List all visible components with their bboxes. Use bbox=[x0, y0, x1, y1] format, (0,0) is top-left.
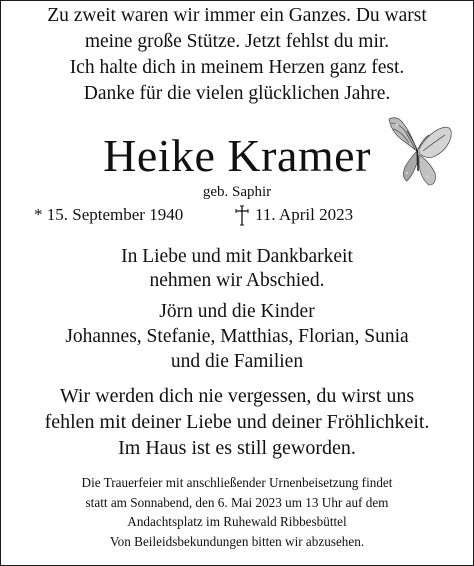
service-line: Andachtsplatz im Ruhewald Ribbesbüttel bbox=[127, 514, 347, 529]
intro-line: Danke für die vielen glücklichen Jahre. bbox=[83, 83, 391, 104]
farewell-line: nehmen wir Abschied. bbox=[149, 270, 325, 291]
death-date: 11. April 2023 bbox=[255, 205, 354, 224]
service-line: Von Beileidsbekundungen bitten wir abzusehen. bbox=[109, 533, 365, 549]
mourners-line: Johannes, Stefanie, Matthias, Florian, Sunia bbox=[65, 326, 409, 347]
closing-line: fehlen mit deiner Liebe und deiner Fröhlichkeit. bbox=[44, 411, 430, 433]
mourners-line: und die Familien bbox=[170, 351, 304, 372]
intro-line: Zu zweit waren wir immer ein Ganzes. Du warst bbox=[47, 5, 427, 26]
farewell-line: In Liebe und mit Dankbarkeit bbox=[121, 246, 353, 267]
service-line: Die Trauerfeier mit anschließender Urnenbeisetzung findet bbox=[81, 475, 393, 490]
farewell-text bbox=[1, 245, 473, 293]
mourners-line: Jörn und die Kinder bbox=[159, 301, 315, 322]
mourners-list bbox=[1, 299, 473, 374]
intro-verse bbox=[1, 3, 473, 107]
service-line: statt am Sonnabend, den 6. Mai 2023 um 13 Uhr auf dem bbox=[85, 494, 389, 510]
maiden-name: geb. Saphir bbox=[202, 184, 272, 200]
intro-line: Ich halte dich in meinem Herzen ganz fest. bbox=[69, 57, 405, 78]
service-info bbox=[1, 473, 473, 551]
deceased-name: Heike Kramer bbox=[103, 130, 371, 181]
closing-line: Im Haus ist es still geworden. bbox=[118, 437, 356, 459]
intro-line: meine große Stütze. Jetzt fehlst du mir. bbox=[84, 31, 390, 52]
closing-line: Wir werden dich nie vergessen, du wirst uns bbox=[59, 385, 415, 407]
cross-icon bbox=[234, 205, 250, 226]
birth-date: * 15. September 1940 bbox=[34, 205, 184, 224]
life-dates bbox=[1, 203, 474, 227]
closing-verse bbox=[1, 383, 473, 461]
